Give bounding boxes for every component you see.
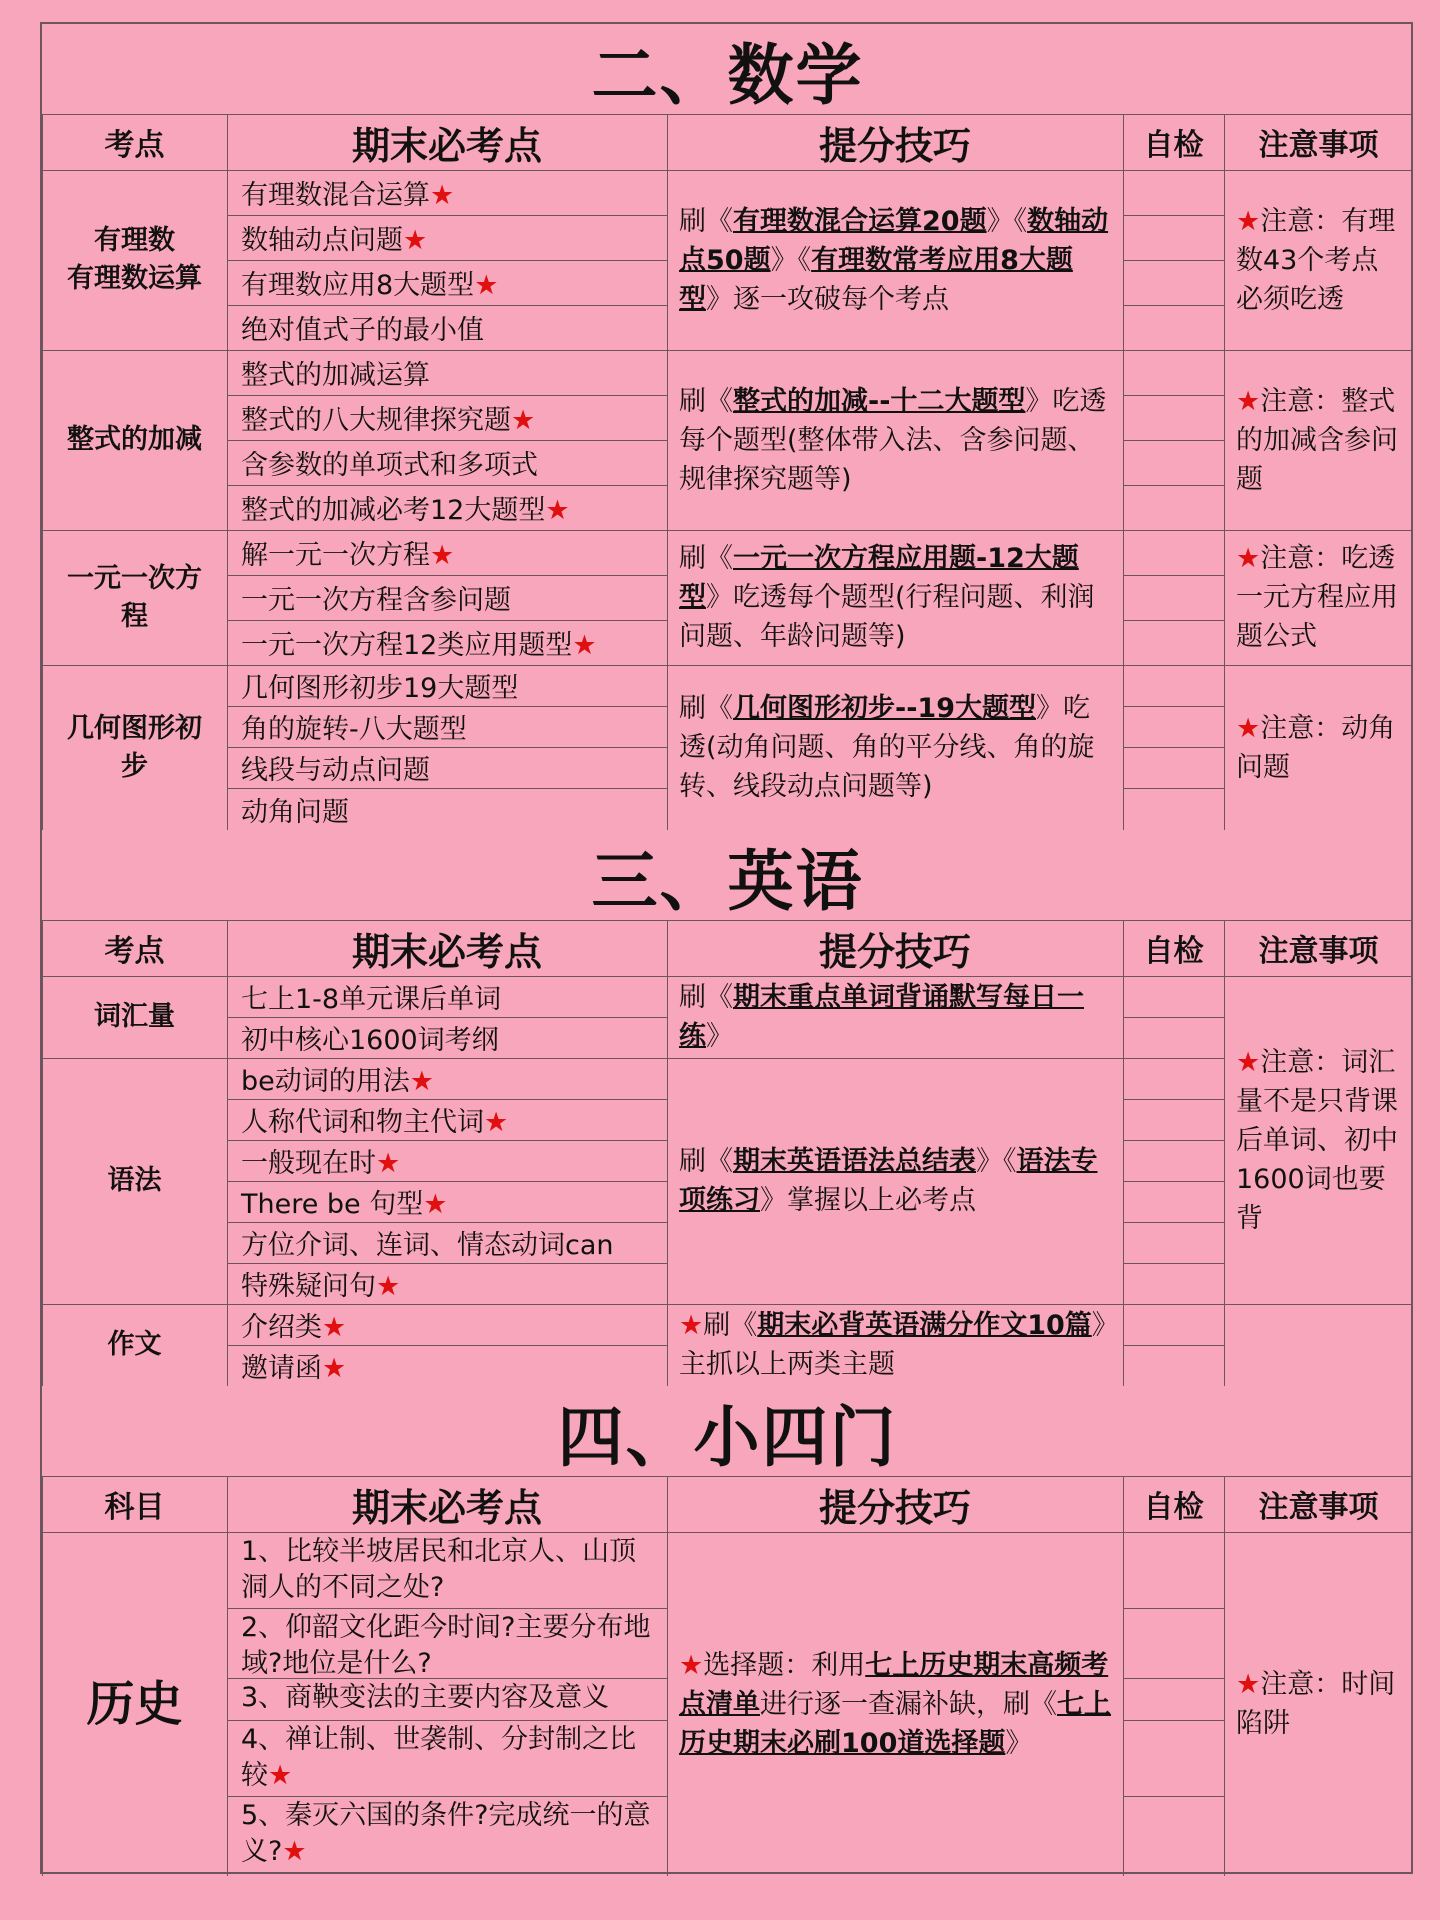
note-label: 注意：吃透一元方程应用题公式 [1236,543,1398,652]
table-cell-border [42,665,227,830]
key-point-text [241,1018,499,1057]
table-cell-border [42,170,227,350]
key-point-text [241,1100,508,1139]
table-cell-border [1123,976,1224,1017]
table-cell-border [1123,1345,1224,1386]
tip-text-segment: 》主抓以上两类主题 [679,1310,1106,1380]
key-point-label: 方位介词、连词、情态动词can [241,1230,614,1261]
star-icon: ★ [376,1148,401,1179]
table-cell-border [1123,530,1224,575]
note-text [1236,202,1403,319]
key-point-label: 人称代词和物主代词 [241,1107,484,1138]
note-cell [1224,665,1413,830]
tip-resource-title: 有理数混合运算20题 [733,205,987,237]
tip-text-segment: 》逐一攻破每个考点 [706,283,949,315]
tip-cell [667,1304,1123,1386]
star-icon: ★ [572,630,597,661]
key-point-label: 几何图形初步19大题型 [241,673,519,704]
tip-text-segment: 》吃透每个题型(整体带入法、含参问题、规律探究题等) [679,385,1107,495]
key-point-label: 有理数混合运算 [241,180,430,211]
key-point-label: 含参数的单项式和多项式 [241,450,538,481]
table-cell-border [1123,1058,1224,1099]
note-text [1236,539,1403,656]
english-header-3: 自检 [1143,934,1204,969]
star-icon: ★ [474,270,499,301]
key-point [227,1678,667,1720]
math-section-title: 二、数学 [591,35,864,114]
tip-text-segment: 刷《 [679,693,733,724]
key-point-text [241,1264,400,1303]
key-point-text [241,707,467,746]
category-line: 有理数运算 [67,263,202,294]
key-point-label: 七上1-8单元课后单词 [241,984,502,1015]
key-point [227,1796,667,1876]
note-text [1236,1043,1403,1238]
key-point-label: 2、仰韶文化距今时间?主要分布地域?地位是什么? [241,1612,651,1678]
key-point-text [241,748,430,787]
tip-text-segment: 刷《 [679,205,733,237]
table-cell-border [42,530,227,665]
key-point-label: be动词的用法 [241,1066,410,1097]
tip-text [679,1646,1111,1763]
key-point-text [241,263,498,302]
key-point [227,747,667,788]
key-point [227,706,667,747]
others-header-4: 注意事项 [1258,1490,1379,1525]
tip-text-segment: 》掌握以上必考点 [760,1185,976,1216]
key-point-text [241,353,430,392]
key-point [227,1263,667,1304]
star-icon: ★ [1236,205,1261,237]
key-point-text [241,1223,614,1262]
math-header-1: 期末必考点 [351,123,542,168]
key-point-text [241,443,538,482]
key-point-text [241,1059,434,1098]
key-point-text [241,1141,400,1180]
star-icon: ★ [268,1760,293,1791]
category-line: 几何图形初 [67,712,202,744]
category-line: 词汇量 [94,1001,175,1032]
key-point-text [241,1680,609,1716]
tip-resource-title: 期末必背英语满分作文10篇 [757,1310,1092,1341]
key-point-text [241,308,484,347]
key-point-text [241,1722,657,1794]
tip-text [679,689,1111,806]
key-point [227,305,667,350]
key-point [227,976,667,1017]
key-point-text [241,790,349,829]
table-cell-border [1123,665,1224,706]
study-plan-sheet [40,22,1413,1874]
key-point [227,620,667,665]
key-point-label: 3、商鞅变法的主要内容及意义 [241,1682,610,1713]
others-header-0: 科目 [104,1490,165,1525]
category-line: 语法 [107,1165,162,1196]
table-cell-border [1123,1608,1224,1678]
star-icon: ★ [403,225,428,256]
star-icon: ★ [322,1353,347,1384]
note-label: 注意：时间陷阱 [1236,1669,1396,1739]
category-line: 步 [121,750,148,782]
tip-resource-title: 数轴动点50题 [679,205,1109,276]
key-point-text [241,533,454,572]
table-cell-border [1123,788,1224,830]
tip-text-segment: 刷《 [703,1310,758,1341]
key-point-text [241,1182,447,1221]
tip-text-segment: 》《 [770,244,812,276]
note-label: 注意：整式的加减含参问题 [1236,385,1398,495]
star-icon: ★ [484,1107,509,1138]
tip-text-segment: 刷《 [679,982,733,1013]
note-cell [1224,530,1413,665]
key-point-label: 1、比较半坡居民和北京人、山顶洞人的不同之处? [241,1536,637,1603]
key-point [227,395,667,440]
key-point [227,788,667,830]
table-cell-border [1123,1532,1224,1608]
tip-text-segment: 》吃透每个题型(行程问题、利润问题、年龄问题等) [679,582,1095,652]
table-cell-border [1123,1017,1224,1058]
table-cell-border [1123,440,1224,485]
tip-text [679,382,1111,499]
table-cell-border [42,976,227,1058]
others-header-2: 提分技巧 [818,1485,971,1530]
star-icon: ★ [545,495,570,526]
star-icon: ★ [409,1066,434,1097]
key-point-text [241,218,427,257]
note-cell [1224,1532,1413,1876]
english-header-4: 注意事项 [1258,934,1379,969]
star-icon: ★ [423,1189,448,1220]
tip-cell [667,665,1123,830]
others-header-3: 自检 [1143,1490,1204,1525]
star-icon: ★ [1236,543,1261,574]
category-line: 一元一次方 [67,562,202,594]
key-point-label: 5、秦灭六国的条件?完成统一的意义? [241,1800,651,1867]
table-cell-border [1123,1263,1224,1304]
key-point-text [241,1534,657,1606]
key-point-text [241,623,597,662]
key-point [227,1222,667,1263]
star-icon: ★ [282,1836,307,1867]
key-point-label: 整式的八大规律探究题 [241,405,511,436]
key-point-label: 4、禅让制、世袭制、分封制之比较 [241,1724,637,1791]
note-label: 注意：有理数43个考点必须吃透 [1236,205,1396,315]
key-point [227,485,667,530]
table-cell-border [1123,620,1224,665]
key-point-text [241,1798,657,1870]
tip-cell [667,1532,1123,1876]
key-point [227,1017,667,1058]
key-point [227,215,667,260]
math-header-3: 自检 [1143,128,1204,163]
tip-text [679,539,1111,656]
tip-text [679,1306,1111,1384]
key-point-label: 邀请函 [241,1353,322,1384]
tip-text-segment: 刷《 [679,1146,733,1177]
tip-text-segment: 》《 [986,205,1028,237]
tip-resource-title: 七上历史期末必刷100道选择题 [679,1688,1111,1759]
category-line: 作文 [107,1329,162,1360]
key-point [227,1608,667,1678]
tip-resource-title: 整式的加减--十二大题型 [733,385,1026,417]
key-point [227,1720,667,1796]
key-point-label: 整式的加减必考12大题型 [241,495,546,526]
key-point-label: 初中核心1600词考纲 [241,1025,499,1056]
english-header-2: 提分技巧 [818,929,971,974]
star-icon: ★ [1236,385,1261,417]
star-icon: ★ [430,180,455,211]
note-cell [1224,170,1413,350]
key-point-label: 角的旋转-八大题型 [241,714,467,745]
tip-cell [667,1058,1123,1304]
key-point [227,170,667,215]
key-point-label: 一元一次方程12类应用题型 [241,630,573,661]
star-icon: ★ [1236,1669,1261,1700]
category-line: 历史 [86,1676,183,1732]
tip-cell [667,170,1123,350]
english-header-0: 考点 [104,934,165,969]
note-text [1236,709,1403,787]
star-icon: ★ [679,1649,704,1681]
math-header-0: 考点 [104,128,165,163]
key-point-text [241,173,454,212]
key-point [227,1532,667,1608]
tip-text-segment: 》 [1005,1727,1033,1759]
others-header-1: 期末必考点 [351,1485,542,1530]
note-cell [1224,976,1413,1304]
key-point-text [241,977,501,1016]
tip-cell [667,976,1123,1058]
table-cell-border [1123,485,1224,530]
star-icon: ★ [376,1271,401,1302]
key-point-label: 介绍类 [241,1312,322,1343]
key-point [227,1181,667,1222]
key-point-label: 数轴动点问题 [241,225,403,256]
table-cell-border [42,1058,227,1304]
star-icon: ★ [1236,712,1261,744]
table-cell-border [1123,1099,1224,1140]
table-cell-border [1224,1304,1413,1386]
table-cell-border [42,350,227,530]
key-point-label: 有理数应用8大题型 [241,270,475,301]
key-point-text [241,1610,657,1678]
table-cell-border [1123,747,1224,788]
tip-resource-title: 七上历史期末高频考点清单 [679,1649,1109,1720]
table-cell-border [1123,1222,1224,1263]
tip-resource-title: 语法专项练习 [679,1146,1098,1216]
tip-text [679,1142,1111,1220]
key-point [227,1099,667,1140]
note-label: 注意：动角问题 [1236,712,1396,783]
table-cell-border [1123,1720,1224,1796]
key-point [227,260,667,305]
star-icon: ★ [511,405,536,436]
key-point [227,1304,667,1345]
star-icon: ★ [430,540,455,571]
table-cell-border [1123,1678,1224,1720]
math-header-2: 提分技巧 [818,123,971,168]
star-icon: ★ [1236,1046,1261,1078]
key-point-label: 一元一次方程含参问题 [241,585,511,616]
key-point-label: 整式的加减运算 [241,360,430,391]
key-point [227,530,667,575]
tip-cell [667,350,1123,530]
tip-text-segment: 》 [706,1021,733,1052]
key-point [227,440,667,485]
table-cell-border [1123,1304,1224,1345]
table-cell-border [1123,1140,1224,1181]
tip-cell [667,530,1123,665]
table-cell-border [1123,575,1224,620]
table-cell-border [1123,350,1224,395]
note-label: 注意：词汇量不是只背课后单词、初中1600词也要背 [1236,1046,1398,1234]
table-cell-border [1123,1796,1224,1876]
key-point-text [241,488,570,527]
star-icon: ★ [679,1310,704,1341]
tip-resource-title: 有理数常考应用8大题型 [679,244,1073,315]
key-point-label: 一般现在时 [241,1148,376,1179]
key-point-label: 绝对值式子的最小值 [241,315,484,346]
key-point [227,575,667,620]
tip-resource-title: 一元一次方程应用题-12大题型 [679,543,1079,613]
key-point [227,1140,667,1181]
category-line: 程 [121,600,148,632]
table-cell-border [1123,706,1224,747]
table-cell-border [42,1304,227,1386]
tip-text-segment: 》《 [976,1146,1017,1177]
key-point-text [241,1346,346,1385]
table-cell-border [1123,260,1224,305]
key-point-label: 动角问题 [241,796,349,828]
key-point [227,665,667,706]
table-cell-border [1123,305,1224,350]
key-point-label: 特殊疑问句 [241,1271,376,1302]
key-point [227,1345,667,1386]
key-point-label: 线段与动点问题 [241,755,430,786]
tip-text-segment: 刷《 [679,385,733,417]
tip-resource-title: 期末重点单词背诵默写每日一练 [679,982,1084,1052]
table-cell-border [1123,215,1224,260]
table-cell-border [42,1532,227,1876]
category-line: 整式的加减 [67,424,202,455]
tip-text-segment: 刷《 [679,543,733,574]
tip-resource-title: 几何图形初步--19大题型 [733,693,1036,724]
key-point-label: 解一元一次方程 [241,540,430,571]
key-point-label: There be 句型 [241,1189,424,1220]
key-point-text [241,1305,346,1344]
category-line: 有理数 [94,225,175,256]
key-point-text [241,666,518,705]
tip-text [679,202,1111,319]
english-header-1: 期末必考点 [351,929,542,974]
key-point-text [241,398,535,437]
key-point [227,350,667,395]
math-header-4: 注意事项 [1258,128,1379,163]
others-section-title: 四、小四门 [557,1397,898,1476]
english-section-title: 三、英语 [591,841,864,920]
note-text [1236,1665,1403,1743]
note-cell [1224,350,1413,530]
table-cell-border [1123,395,1224,440]
tip-text [679,978,1111,1056]
tip-text-segment: 》吃透(动角问题、角的平分线、角的旋转、线段动点问题等) [679,693,1095,802]
tip-text-segment: 选择题：利用 [703,1649,866,1681]
tip-resource-title: 期末英语语法总结表 [733,1146,976,1177]
table-cell-border [1123,1181,1224,1222]
star-icon: ★ [322,1312,347,1343]
table-cell-border [1123,170,1224,215]
tip-text-segment: 进行逐一查漏补缺，刷《 [760,1688,1057,1720]
note-text [1236,382,1403,499]
key-point [227,1058,667,1099]
key-point-text [241,578,511,617]
